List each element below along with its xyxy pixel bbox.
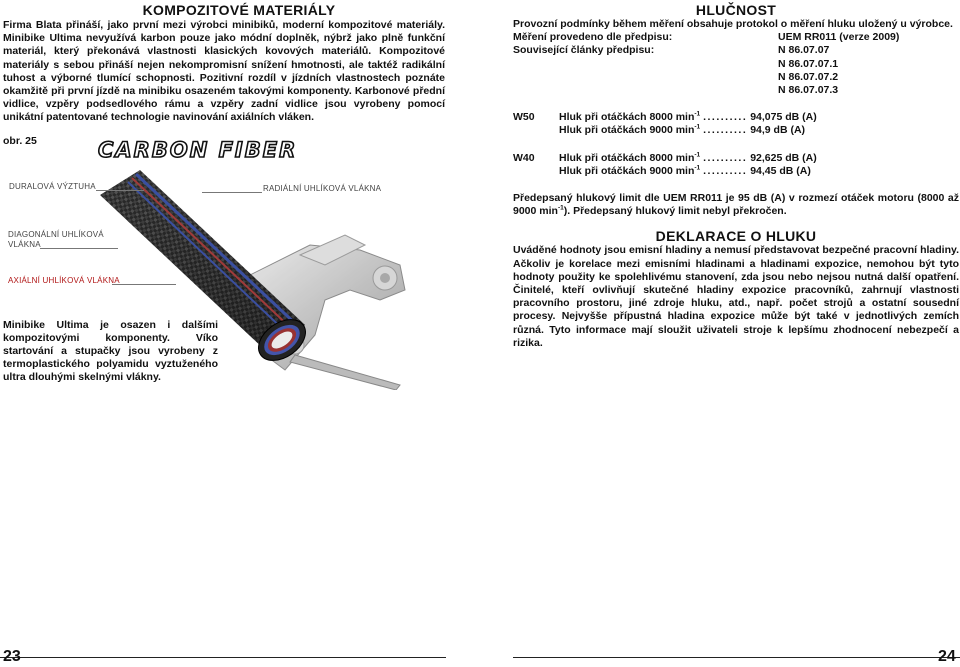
page-number-right: 24 — [938, 648, 956, 665]
callout-line-axial — [112, 284, 176, 285]
leader-dots: .......... — [703, 164, 748, 177]
measurement-label: Hluk při otáčkách 9000 min — [559, 164, 695, 177]
standard-label: Měření provedeno dle předpisu: — [513, 31, 673, 44]
footer-rule-left — [0, 657, 446, 658]
measurement-line — [559, 111, 959, 124]
carbon-fiber-title: CARBON FIBER — [98, 138, 298, 162]
article-item: N 86.07.07.2 — [778, 70, 839, 83]
measurement-value: 94,075 dB (A) — [750, 111, 817, 124]
measurement-label: Hluk při otáčkách 8000 min — [559, 111, 695, 124]
unit-superscript: -1 — [694, 123, 701, 131]
leader-dots: .......... — [703, 111, 748, 124]
page-number-left: 23 — [3, 648, 21, 665]
callout-axial-fibers: AXIÁLNÍ UHLÍKOVÁ VLÁKNA — [8, 276, 120, 285]
article-item: N 86.07.07.1 — [778, 57, 839, 70]
callout-line-aluminium — [96, 190, 144, 191]
noise-limit-paragraph: Předepsaný hlukový limit dle UEM RR011 je 95 dB (A) v rozmezí otáček motoru (8000 až 9000 $\min^{-1}$). Předepsaný hlukový limit nebyl překročen. — [513, 192, 959, 218]
articles-row — [513, 44, 959, 57]
leader-dots: .......... — [703, 151, 748, 164]
measurement-label: Hluk při otáčkách 9000 min — [559, 124, 695, 137]
unit-superscript: -1 — [694, 110, 701, 118]
model-label: W40 — [513, 151, 535, 164]
measurement-line — [559, 124, 959, 137]
measurement-label: Hluk při otáčkách 8000 min — [559, 151, 695, 164]
composite-intro-paragraph: Firma Blata přináší, jako první mezi výrobci minibiků, moderní kompozitové materiály. Minibike Ultima nevyužívá karbon pouze jako módní doplněk, nýbrž jako plně funkční materiál, který překonává vlastnosti klasických kovových materiálů. Kompozitové materiály s sebou přináší nejen nekompromisní snížení hmotnosti, ale taktéž radikální tuhost a výborné tlumící schopnosti. Pozitivní rozdíl v jízdních vlastnostech poznáte okamžitě při první jízdě na minibiku osazeném takovými komponenty. Karbonové přední vidlice, vzpěry podsedlového rámu a vzpěry zadní vidlice jsou vyrobeny pomocí unikátní patentované technologie navinování axiálních vláken. — [3, 19, 445, 124]
callout-radial-fibers: RADIÁLNÍ UHLÍKOVÁ VLÁKNA — [263, 184, 382, 193]
callout-diagonal-fibers-2: VLÁKNA — [8, 240, 41, 249]
unit-superscript: -1 — [694, 164, 701, 172]
article-item: N 86.07.07.3 — [778, 84, 839, 97]
figure-caption: Minibike Ultima je osazen i dalšími kompozitovými komponenty. Víko startování a stupačky jsou vyrobeny z termoplastického polyamidu vyztuženého ultra dlouhými skelnými vlákny. — [3, 318, 218, 384]
measurement-line — [559, 165, 959, 178]
measurement-value: 94,9 dB (A) — [750, 124, 806, 137]
left-column — [3, 2, 445, 125]
measurement-block-w50 — [513, 111, 959, 137]
callout-line-diagonal — [40, 248, 118, 249]
support-rod — [290, 355, 400, 390]
callout-aluminium-stiffener: DURALOVÁ VÝZTUHA — [9, 182, 96, 191]
model-label: W50 — [513, 111, 535, 124]
measurement-value: 94,45 dB (A) — [750, 164, 811, 177]
standard-row — [513, 31, 959, 44]
measurement-block-w40 — [513, 152, 959, 178]
footer-rule-right — [513, 657, 960, 658]
callout-diagonal-fibers-1: DIAGONÁLNÍ UHLÍKOVÁ — [8, 230, 104, 239]
standard-value: UEM RR011 (verze 2009) — [778, 31, 900, 44]
measurement-line — [559, 152, 959, 165]
figure-label: obr. 25 — [3, 135, 37, 147]
measurement-value: 92,625 dB (A) — [750, 151, 817, 164]
callout-line-radial — [202, 192, 262, 193]
declaration-paragraph: Uváděné hodnoty jsou emisní hladiny a nemusí představovat bezpečné pracovní hladiny. Ačkoliv je korelace mezi emisními hladinami a hladinami expozice, nemohou být tyto hodnoty použity ke spolehlivému stanovení, zda jsou nebo nejsou nutná další opatření. Činitelé, kteří ovlivňují skutečné hladiny expozice pracovníků, zahrnují vlastnosti pracovního prostoru, jiné zdroje hluku, atd., např. počet strojů a ostatní sousední procesy. Nejvyšše přípustná hladina expozice může být také v jednotlivých zemích různá. Tyto informace mají sloužit uživateli stroje k lepšímu zhodnocení nebezpečí a rizika. — [513, 244, 959, 349]
articles-row — [513, 71, 959, 84]
unit-superscript: -1 — [557, 204, 564, 212]
articles-row — [513, 84, 959, 97]
articles-label: Související články předpisu: — [513, 44, 655, 57]
heading-noise: HLUČNOST — [695, 2, 777, 18]
unit-superscript: -1 — [694, 151, 701, 159]
leader-dots: .......... — [703, 124, 748, 137]
right-column — [513, 2, 959, 350]
articles-row — [513, 58, 959, 71]
noise-intro-paragraph: Provozní podmínky během měření obsahuje protokol o měření hluku uložený u výrobce. — [513, 18, 953, 30]
heading-composite-materials: KOMPOZITOVÉ MATERIÁLY — [142, 2, 336, 18]
article-item: N 86.07.07 — [778, 44, 830, 57]
heading-noise-declaration: DEKLARACE O HLUKU — [655, 228, 817, 245]
